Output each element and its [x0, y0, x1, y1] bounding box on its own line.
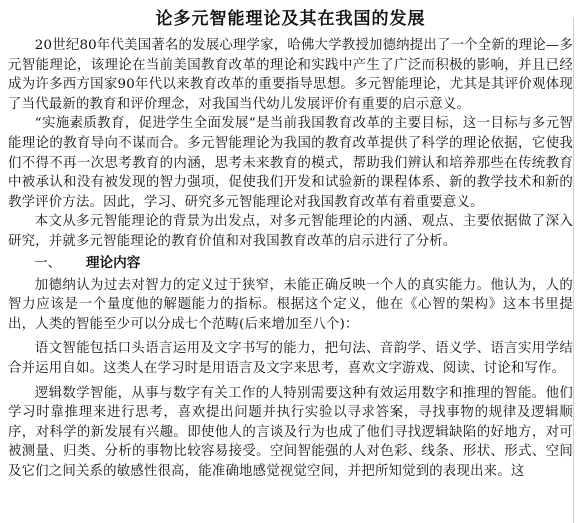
page-title: 论多元智能理论及其在我国的发展 — [155, 9, 426, 29]
section-title: 理论内容 — [85, 254, 141, 271]
page-edge-divider — [573, 18, 574, 523]
intro-paragraph-2: “实施素质教育，促进学生全面发展”是当前我国教育改革的主要目标，这一目标与多元智能理论的教育导向不谋而合。多元智能理论为我国的教育改革提供了科学的理论依据，它使我们不得不再一次思考教育的内涵，思考未来教育的模式，帮助我们辨认和培养那些在传统教育中被承认和没有被发现的智力强项，促使我们开发和试验新的课程体系、新的教学技术和新的教学评价方法。因此，学习、研究多元智能理论对我国教育改革有着重要意义。 — [8, 116, 573, 210]
section-number: 一、 — [34, 254, 62, 271]
section-paragraph-1: 加德纳认为过去对智力的定义过于狭窄，未能正确反映一个人的真实能力。他认为，人的智力应该是一个量度他的解题能力的指标。根据这个定义，他在《心智的架构》这本书里提出，人类的智能至少可以分成七个范畴(后来增加至八个)： — [8, 277, 573, 332]
section-heading — [8, 253, 573, 273]
section-paragraph-2: 语文智能包括口头语言运用及文字书写的能力，把句法、音韵学、语义学、语言实用学结合并运用自如。这类人在学习时是用语言及文字来思考，喜欢文字游戏、阅读、讨论和写作。 — [8, 341, 573, 376]
intro-paragraph-1: 20世纪80年代美国著名的发展心理学家，哈佛大学教授加德纳提出了一个全新的理论—多元智能理论，该理论在当前美国教育改革的理论和实践中产生了广泛而积极的影响，并且已经成为许多西方国家90年代以来教育改革的重要指导思想。多元智能理论，尤其是其评价观体现了当代最新的教育和评价理念，对我国当代幼儿发展评价有重要的启示意义。 — [8, 38, 573, 112]
section-paragraph-3: 逻辑数学智能，从事与数字有关工作的人特别需要这种有效运用数字和推理的智能。他们学习时靠推理来进行思考，喜欢提出问题并执行实验以寻求答案，寻找事物的规律及逻辑顺序，对科学的新发展有兴趣。即使他人的言谈及行为也成了他们寻找逻辑缺陷的好地方，对可被测量、归类、分析的事物比较容易接受。空间智能强的人对色彩、线条、形状、形式、空间及它们之间关系的敏感性很高，能准确地感觉视觉空间，并把所知觉到的表现出来。这 — [8, 385, 573, 479]
intro-paragraph-3: 本文从多元智能理论的背景为出发点，对多元智能理论的内涵、观点、主要依据做了深入研究，并就多元智能理论的教育价值和对我国教育改革的启示进行了分析。 — [8, 214, 573, 249]
